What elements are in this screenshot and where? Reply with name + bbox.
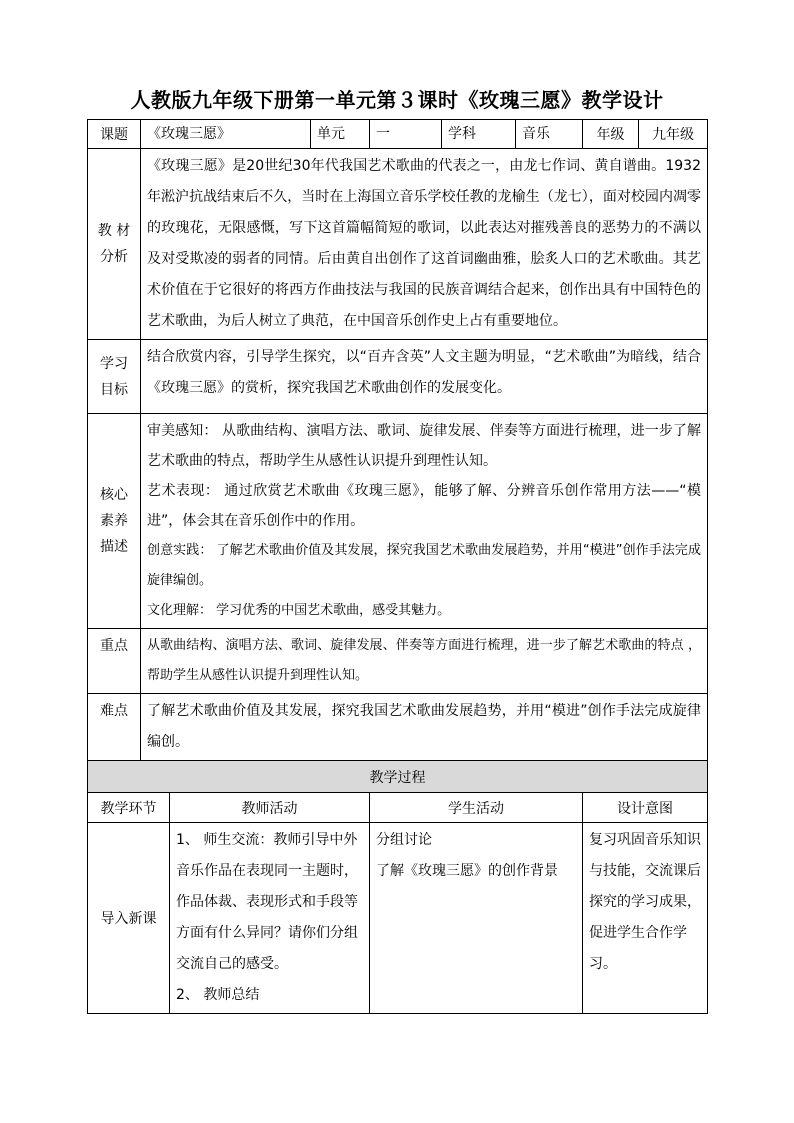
col-student-header: 学生活动 xyxy=(370,793,583,823)
grade-label: 年级 xyxy=(583,120,639,149)
student-activity xyxy=(370,823,583,1014)
process-section-title: 教学过程 xyxy=(88,761,708,793)
cultural-understanding-text: 文化理解： 学习优秀的中国艺术歌曲，感受其魅力。 xyxy=(147,603,451,618)
creative-practice-text: 创意实践： 了解艺术歌曲价值及其发展，探究我国艺术歌曲发展趋势，并用“模进”创作手法完成旋律编创。 xyxy=(147,543,701,588)
artistic-expression-text: 艺术表现： 通过欣赏艺术歌曲《玫瑰三愿》，能够了解、分辨音乐创作常用方法——“模进”，体会其在音乐创作中的作用。 xyxy=(147,483,701,529)
learning-goals-label xyxy=(88,340,141,414)
student-activity-2: 了解《玫瑰三愿》的创作背景 xyxy=(376,863,558,879)
subject-value: 音乐 xyxy=(516,120,583,149)
material-analysis-text: 《玫瑰三愿》是20世纪30年代我国艺术歌曲的代表之一，由龙七作词、黄自谱曲。1932年淞沪抗战结束后不久，当时在上海国立音乐学校任教的龙榆生（龙七），面对校园内凋零的玫瑰花，无限感慨，写下这首篇幅简短的歌词，以此表达对摧残善良的恶势力的不满以及对受欺凌的弱者的同情。后由黄自出创作了这首词幽曲雅，脍炙人口的艺术歌曲。其艺术价值在于它很好的将西方作曲技法与我国的民族音调结合起来，创作出具有中国特色的艺术歌曲，为后人树立了典范，在中国音乐创作史上占有重要地位。 xyxy=(141,149,708,340)
col-intent-header: 设计意图 xyxy=(583,793,708,823)
subject-label: 学科 xyxy=(442,120,516,149)
process-step: 导入新课 xyxy=(88,823,170,1014)
core-literacy-label-line2: 素养 xyxy=(100,513,128,529)
grade-value: 九年级 xyxy=(639,120,708,149)
aesthetic-perception-text: 审美感知： 从歌曲结构、演唱方法、歌词、旋律发展、伴奏等方面进行梳理，进一步了解艺术歌曲的特点，帮助学生从感性认识提升到理性认知。 xyxy=(147,423,701,469)
key-points-text: 从歌曲结构、演唱方法、歌词、旋律发展、伴奏等方面进行梳理，进一步了解艺术歌曲的特点 ，帮助学生从感性认识提升到理性认知。 xyxy=(141,629,708,694)
material-analysis-label xyxy=(88,149,141,340)
learning-goals-text: 结合欣赏内容，引导学生探究，以“百卉含英”人文主题为明显，“艺术歌曲”为暗线，结合《玫瑰三愿》的赏析，探究我国艺术歌曲创作的发展变化。 xyxy=(141,340,708,414)
key-points-label: 重点 xyxy=(88,629,141,694)
teacher-activity-2: 2、 教师总结 xyxy=(176,987,260,1003)
col-teacher-header: 教师活动 xyxy=(170,793,370,823)
teacher-activity-1: 1、 师生交流：教师引导中外音乐作品在表现同一主题时，作品体裁、表现形式和手段等方面有什么异同？请你们分组交流自己的感受。 xyxy=(176,832,358,972)
core-literacy-label xyxy=(88,414,141,629)
lesson-plan-table xyxy=(87,119,708,1014)
learning-goals-label-line2: 目标 xyxy=(100,381,128,398)
teacher-activity xyxy=(170,823,370,1014)
material-analysis-label-line1: 教 材 xyxy=(97,223,131,239)
difficulties-text: 了解艺术歌曲价值及其发展，探究我国艺术歌曲发展趋势，并用“模进”创作手法完成旋律编创。 xyxy=(141,694,708,761)
material-analysis-label-line2: 分析 xyxy=(100,249,128,265)
student-activity-1: 分组讨论 xyxy=(376,832,432,848)
process-row xyxy=(88,823,708,1014)
unit-label: 单元 xyxy=(311,120,370,149)
topic-label: 课题 xyxy=(88,120,141,149)
difficulties-label: 难点 xyxy=(88,694,141,761)
core-literacy-text xyxy=(141,414,708,629)
topic-value: 《玫瑰三愿》 xyxy=(141,120,311,149)
design-intent: 复习巩固音乐知识与技能，交流课后探究的学习成果，促进学生合作学习。 xyxy=(583,823,708,1014)
document-title: 人教版九年级下册第一单元第３课时《玫瑰三愿》教学设计 xyxy=(130,88,664,112)
core-literacy-label-line3: 描述 xyxy=(100,539,128,555)
core-literacy-label-line1: 核心 xyxy=(100,487,128,503)
unit-value: 一 xyxy=(370,120,442,149)
col-step-header: 教学环节 xyxy=(88,793,170,823)
learning-goals-label-line1: 学习 xyxy=(100,355,128,372)
